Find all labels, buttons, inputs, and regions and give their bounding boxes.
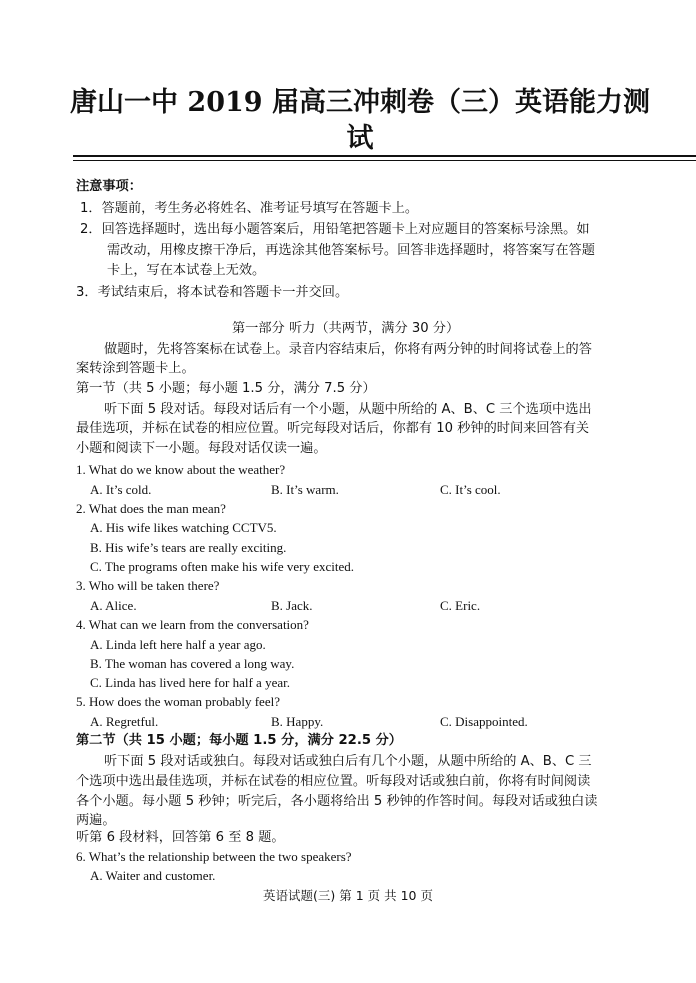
section2-directions-line4: 两遍。 <box>76 813 116 828</box>
part1-intro-line2: 案转涂到答题卡上。 <box>76 361 195 376</box>
question-6-stem: 6. What’s the relationship between the two speakers? <box>76 849 352 864</box>
question-4-stem: 4. What can we learn from the conversation? <box>76 617 309 632</box>
notice-heading: 注意事项： <box>76 179 142 194</box>
question-3-option-a: A. Alice. <box>90 598 137 613</box>
question-1-stem: 1. What do we know about the weather? <box>76 462 286 477</box>
notice-item-3: 3．考试结束后，将本试卷和答题卡一并交回。 <box>76 285 349 300</box>
notice-item-2-line1: 2．回答选择题时，选出每小题答案后，用铅笔把答题卡上对应题目的答案标号涂黑。如 <box>80 222 590 237</box>
question-2-option-c: C. The programs often make his wife very excited. <box>90 559 355 574</box>
question-3-stem: 3. Who will be taken there? <box>76 578 220 593</box>
section2-heading: 第二节（共 15 小题；每小题 1.5 分，满分 22.5 分） <box>76 733 402 748</box>
section1-directions-line1: 听下面 5 段对话。每段对话后有一个小题，从题中所给的 A、B、C 三个选项中选出 <box>104 402 592 417</box>
section1-heading: 第一节（共 5 小题；每小题 1.5 分，满分 7.5 分） <box>76 381 376 396</box>
question-1-option-c: C. It’s cool. <box>440 482 501 497</box>
question-5-option-b: B. Happy. <box>271 714 324 729</box>
question-2-stem: 2. What does the man mean? <box>76 501 226 516</box>
question-1-option-a: A. It’s cold. <box>90 482 152 497</box>
title-divider-thick <box>73 155 696 157</box>
section1-directions-line2: 最佳选项，并标在试卷的相应位置。听完每段对话后，你都有 10 秒钟的时间来回答有关 <box>76 421 590 436</box>
section2-directions-line3: 各个小题。每小题 5 秒钟；听完后，各小题将给出 5 秒钟的作答时间。每段对话或独白读 <box>76 794 598 809</box>
section2-directions-line1: 听下面 5 段对话或独白。每段对话或独白后有几个小题，从题中所给的 A、B、C 三 <box>104 754 592 769</box>
notice-item-2-line2: 需改动，用橡皮擦干净后，再选涂其他答案标号。回答非选择题时，将答案写在答题 <box>107 243 595 258</box>
question-3-option-c: C. Eric. <box>440 598 481 613</box>
question-4-option-c: C. Linda has lived here for half a year. <box>90 675 290 690</box>
question-1-option-b: B. It’s warm. <box>271 482 339 497</box>
question-4-option-a: A. Linda left here half a year ago. <box>90 637 266 652</box>
question-5-stem: 5. How does the woman probably feel? <box>76 694 280 709</box>
part1-intro-line1: 做题时，先将答案标在试卷上。录音内容结束后，你将有两分钟的时间将试卷上的答 <box>104 342 592 357</box>
material-6-instruction: 听第 6 段材料，回答第 6 至 8 题。 <box>76 830 285 845</box>
section2-directions-line2: 个选项中选出最佳选项，并标在试卷的相应位置。听每段对话或独白前，你将有时间阅读 <box>76 774 591 789</box>
notice-item-2-line3: 卡上，写在本试卷上无效。 <box>107 263 266 278</box>
exam-title-line1: 唐山一中 2019 届高三冲刺卷（三）英语能力测 <box>70 87 650 118</box>
question-2-option-a: A. His wife likes watching CCTV5. <box>90 520 277 535</box>
question-5-option-c: C. Disappointed. <box>440 714 528 729</box>
exam-title-line2: 试 <box>346 123 374 154</box>
question-4-option-b: B. The woman has covered a long way. <box>90 656 295 671</box>
part1-heading: 第一部分 听力（共两节，满分 30 分） <box>232 321 460 336</box>
page-footer: 英语试题(三) 第 1 页 共 10 页 <box>263 888 433 903</box>
question-5-option-a: A. Regretful. <box>90 714 159 729</box>
title-divider-thin <box>73 160 696 161</box>
notice-item-1: 1．答题前，考生务必将姓名、准考证号填写在答题卡上。 <box>80 201 419 216</box>
question-3-option-b: B. Jack. <box>271 598 313 613</box>
section1-directions-line3: 小题和阅读下一小题。每段对话仅读一遍。 <box>76 441 327 456</box>
question-6-option-a: A. Waiter and customer. <box>90 868 216 883</box>
question-2-option-b: B. His wife’s tears are really exciting. <box>90 540 287 555</box>
